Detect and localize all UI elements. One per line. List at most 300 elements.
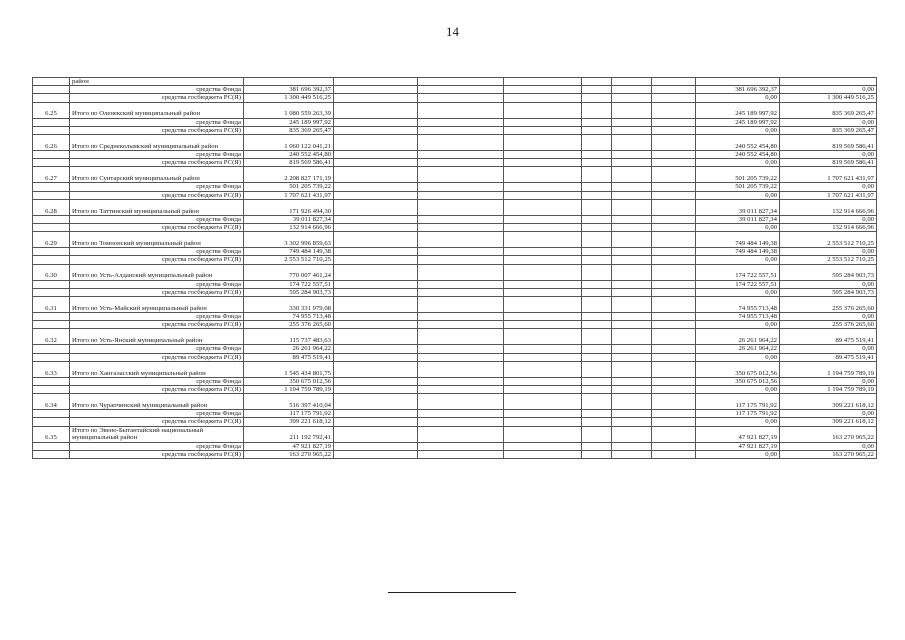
amount-cell-c9: [652, 102, 696, 118]
amount-cell-c11: 0,00: [780, 410, 877, 418]
amount-cell-c7: [582, 232, 612, 248]
row-number-cell: [33, 353, 70, 361]
amount-cell-c6: [504, 361, 582, 377]
amount-cell-c7: [582, 102, 612, 118]
row-number-cell: [33, 418, 70, 426]
amount-cell-c4: [334, 224, 418, 232]
amount-cell-c11: 0,00: [780, 442, 877, 450]
amount-cell-c10: 0,00: [696, 159, 780, 167]
amount-cell-c5: [418, 353, 504, 361]
amount-cell-c5: [418, 248, 504, 256]
amount-cell-c3: 240 552 454,80: [244, 151, 334, 159]
row-number-cell: [33, 450, 70, 458]
amount-cell-c7: [582, 264, 612, 280]
amount-cell-c10: 350 675 012,56: [696, 361, 780, 377]
amount-cell-c4: [334, 313, 418, 321]
row-number-cell: [33, 78, 70, 86]
amount-cell-c3: 770 007 461,24: [244, 264, 334, 280]
amount-cell-c11: 0,00: [780, 215, 877, 223]
amount-cell-c6: [504, 78, 582, 86]
district-name-cell: Итого по Усть-Алданский муниципальный район: [70, 264, 244, 280]
amount-cell-c11: 132 914 666,96: [780, 199, 877, 215]
amount-cell-c3: 501 205 739,22: [244, 183, 334, 191]
district-name-cell: Итого по Сунтарский муниципальный район: [70, 167, 244, 183]
amount-cell-c5: [418, 386, 504, 394]
amount-cell-c9: [652, 353, 696, 361]
amount-cell-c7: [582, 118, 612, 126]
amount-cell-c8: [612, 232, 652, 248]
amount-cell-c10: 39 011 827,34: [696, 199, 780, 215]
funding-source-cell: средства Фонда: [70, 410, 244, 418]
table-row: [33, 386, 877, 394]
amount-cell-c3: 516 397 410,04: [244, 394, 334, 410]
amount-cell-c4: [334, 426, 418, 442]
amount-cell-c10: 240 552 454,80: [696, 135, 780, 151]
table-row: [33, 329, 877, 345]
table-row: [33, 353, 877, 361]
row-number-cell: [33, 321, 70, 329]
page-number: 14: [446, 24, 459, 39]
amount-cell-c5: [418, 297, 504, 313]
amount-cell-c8: [612, 313, 652, 321]
row-number-cell: [33, 215, 70, 223]
amount-cell-c9: [652, 345, 696, 353]
amount-cell-c5: [418, 321, 504, 329]
amount-cell-c11: 89 475 519,41: [780, 329, 877, 345]
amount-cell-c11: 1 707 621 431,97: [780, 191, 877, 199]
amount-cell-c8: [612, 78, 652, 86]
amount-cell-c10: 749 484 149,38: [696, 232, 780, 248]
amount-cell-c6: [504, 377, 582, 385]
row-number-cell: [33, 159, 70, 167]
funding-source-cell: средства госбюджета РС(Я): [70, 126, 244, 134]
amount-cell-c5: [418, 224, 504, 232]
amount-cell-c6: [504, 159, 582, 167]
amount-cell-c3: 2 553 512 710,25: [244, 256, 334, 264]
row-number-cell: [33, 191, 70, 199]
amount-cell-c10: 174 722 557,51: [696, 280, 780, 288]
amount-cell-c6: [504, 345, 582, 353]
table-row: [33, 377, 877, 385]
amount-cell-c8: [612, 321, 652, 329]
amount-cell-c8: [612, 167, 652, 183]
amount-cell-c8: [612, 394, 652, 410]
amount-cell-c5: [418, 288, 504, 296]
table-row: [33, 418, 877, 426]
amount-cell-c7: [582, 78, 612, 86]
amount-cell-c5: [418, 361, 504, 377]
amount-cell-c4: [334, 183, 418, 191]
amount-cell-c4: [334, 159, 418, 167]
amount-cell-c10: 0,00: [696, 353, 780, 361]
amount-cell-c5: [418, 232, 504, 248]
amount-cell-c8: [612, 426, 652, 442]
amount-cell-c4: [334, 191, 418, 199]
budget-table: [32, 77, 877, 459]
amount-cell-c7: [582, 297, 612, 313]
amount-cell-c4: [334, 248, 418, 256]
table-row: [33, 126, 877, 134]
table-row: [33, 167, 877, 183]
amount-cell-c8: [612, 377, 652, 385]
amount-cell-c4: [334, 118, 418, 126]
funding-source-cell: средства Фонда: [70, 442, 244, 450]
district-name-cell: Итого по Томпонский муниципальный район: [70, 232, 244, 248]
amount-cell-c11: [780, 78, 877, 86]
amount-cell-c6: [504, 442, 582, 450]
district-name-cell: Итого по Эвено-Бытантайский национальный муниципальный район: [70, 426, 244, 442]
amount-cell-c3: 255 376 265,60: [244, 321, 334, 329]
table-row: [33, 215, 877, 223]
amount-cell-c6: [504, 426, 582, 442]
amount-cell-c7: [582, 135, 612, 151]
row-number-cell: 6.33: [33, 361, 70, 377]
amount-cell-c5: [418, 118, 504, 126]
amount-cell-c3: 381 696 392,37: [244, 86, 334, 94]
amount-cell-c9: [652, 264, 696, 280]
amount-cell-c9: [652, 151, 696, 159]
amount-cell-c4: [334, 199, 418, 215]
amount-cell-c6: [504, 151, 582, 159]
amount-cell-c6: [504, 394, 582, 410]
district-name-cell: район: [70, 78, 244, 86]
amount-cell-c4: [334, 94, 418, 102]
amount-cell-c7: [582, 418, 612, 426]
row-number-cell: [33, 86, 70, 94]
table-row: [33, 224, 877, 232]
amount-cell-c6: [504, 288, 582, 296]
amount-cell-c10: 39 011 827,34: [696, 215, 780, 223]
amount-cell-c5: [418, 450, 504, 458]
district-name-cell: Итого по Таттинский муниципальный район: [70, 199, 244, 215]
amount-cell-c10: [696, 78, 780, 86]
amount-cell-c5: [418, 329, 504, 345]
row-number-cell: [33, 345, 70, 353]
amount-cell-c5: [418, 151, 504, 159]
table-row: [33, 361, 877, 377]
funding-source-cell: средства госбюджета РС(Я): [70, 386, 244, 394]
row-number-cell: [33, 183, 70, 191]
amount-cell-c4: [334, 232, 418, 248]
funding-source-cell: средства Фонда: [70, 377, 244, 385]
amount-cell-c5: [418, 256, 504, 264]
table-row: [33, 256, 877, 264]
amount-cell-c10: 381 696 392,37: [696, 86, 780, 94]
amount-cell-c9: [652, 159, 696, 167]
table-row: [33, 313, 877, 321]
amount-cell-c8: [612, 159, 652, 167]
amount-cell-c7: [582, 450, 612, 458]
amount-cell-c7: [582, 183, 612, 191]
amount-cell-c8: [612, 297, 652, 313]
amount-cell-c3: 1 060 122 041,21: [244, 135, 334, 151]
amount-cell-c10: 47 921 827,19: [696, 442, 780, 450]
amount-cell-c5: [418, 377, 504, 385]
amount-cell-c5: [418, 86, 504, 94]
amount-cell-c9: [652, 426, 696, 442]
table-row: [33, 135, 877, 151]
amount-cell-c11: 819 569 586,41: [780, 135, 877, 151]
amount-cell-c11: 0,00: [780, 151, 877, 159]
amount-cell-c4: [334, 264, 418, 280]
amount-cell-c8: [612, 329, 652, 345]
amount-cell-c10: 0,00: [696, 386, 780, 394]
amount-cell-c4: [334, 386, 418, 394]
amount-cell-c5: [418, 345, 504, 353]
table-row: [33, 118, 877, 126]
amount-cell-c8: [612, 353, 652, 361]
amount-cell-c11: 819 569 586,41: [780, 159, 877, 167]
amount-cell-c8: [612, 183, 652, 191]
amount-cell-c5: [418, 410, 504, 418]
amount-cell-c3: 1 080 559 263,39: [244, 102, 334, 118]
amount-cell-c4: [334, 78, 418, 86]
footer-divider: [388, 592, 516, 593]
amount-cell-c3: 819 569 586,41: [244, 159, 334, 167]
amount-cell-c5: [418, 313, 504, 321]
table-row: [33, 321, 877, 329]
amount-cell-c7: [582, 86, 612, 94]
amount-cell-c8: [612, 248, 652, 256]
amount-cell-c3: 132 914 666,96: [244, 224, 334, 232]
amount-cell-c4: [334, 450, 418, 458]
amount-cell-c7: [582, 329, 612, 345]
amount-cell-c9: [652, 232, 696, 248]
amount-cell-c10: 350 675 012,56: [696, 377, 780, 385]
amount-cell-c11: 399 221 618,12: [780, 418, 877, 426]
funding-source-cell: средства госбюджета РС(Я): [70, 418, 244, 426]
amount-cell-c10: 26 261 964,22: [696, 329, 780, 345]
amount-cell-c7: [582, 313, 612, 321]
funding-source-cell: средства Фонда: [70, 313, 244, 321]
amount-cell-c7: [582, 345, 612, 353]
amount-cell-c3: 595 284 903,73: [244, 288, 334, 296]
district-name-cell: Итого по Оленекский муниципальный район: [70, 102, 244, 118]
amount-cell-c3: 117 175 791,92: [244, 410, 334, 418]
amount-cell-c5: [418, 418, 504, 426]
amount-cell-c5: [418, 159, 504, 167]
amount-cell-c7: [582, 151, 612, 159]
amount-cell-c10: 501 205 739,22: [696, 167, 780, 183]
funding-source-cell: средства госбюджета РС(Я): [70, 159, 244, 167]
district-name-cell: Итого по Чурапчинский муниципальный район: [70, 394, 244, 410]
amount-cell-c6: [504, 386, 582, 394]
amount-cell-c4: [334, 321, 418, 329]
amount-cell-c11: 89 475 519,41: [780, 353, 877, 361]
amount-cell-c10: 74 955 713,48: [696, 297, 780, 313]
row-number-cell: 6.31: [33, 297, 70, 313]
amount-cell-c7: [582, 224, 612, 232]
amount-cell-c9: [652, 199, 696, 215]
amount-cell-c10: 0,00: [696, 191, 780, 199]
amount-cell-c9: [652, 126, 696, 134]
amount-cell-c11: 163 270 965,22: [780, 426, 877, 442]
amount-cell-c4: [334, 353, 418, 361]
amount-cell-c5: [418, 264, 504, 280]
amount-cell-c9: [652, 224, 696, 232]
amount-cell-c7: [582, 442, 612, 450]
amount-cell-c4: [334, 86, 418, 94]
row-number-cell: [33, 118, 70, 126]
amount-cell-c4: [334, 102, 418, 118]
amount-cell-c6: [504, 126, 582, 134]
amount-cell-c7: [582, 248, 612, 256]
amount-cell-c3: 74 955 713,48: [244, 313, 334, 321]
row-number-cell: [33, 280, 70, 288]
funding-source-cell: средства госбюджета РС(Я): [70, 256, 244, 264]
amount-cell-c3: [244, 78, 334, 86]
amount-cell-c9: [652, 450, 696, 458]
amount-cell-c7: [582, 94, 612, 102]
amount-cell-c10: 74 955 713,48: [696, 313, 780, 321]
amount-cell-c11: 1 194 759 789,19: [780, 386, 877, 394]
funding-source-cell: средства Фонда: [70, 248, 244, 256]
amount-cell-c8: [612, 288, 652, 296]
amount-cell-c8: [612, 215, 652, 223]
amount-cell-c6: [504, 321, 582, 329]
amount-cell-c11: 0,00: [780, 118, 877, 126]
amount-cell-c6: [504, 183, 582, 191]
amount-cell-c3: 47 921 827,19: [244, 442, 334, 450]
amount-cell-c6: [504, 313, 582, 321]
row-number-cell: 6.27: [33, 167, 70, 183]
row-number-cell: [33, 94, 70, 102]
table-body: [33, 78, 877, 459]
row-number-cell: [33, 313, 70, 321]
amount-cell-c10: 0,00: [696, 418, 780, 426]
amount-cell-c3: 3 302 996 859,63: [244, 232, 334, 248]
amount-cell-c9: [652, 248, 696, 256]
amount-cell-c8: [612, 442, 652, 450]
amount-cell-c9: [652, 377, 696, 385]
amount-cell-c5: [418, 442, 504, 450]
amount-cell-c10: 0,00: [696, 450, 780, 458]
table-row: [33, 78, 877, 86]
amount-cell-c5: [418, 280, 504, 288]
amount-cell-c9: [652, 321, 696, 329]
funding-source-cell: средства госбюджета РС(Я): [70, 288, 244, 296]
amount-cell-c9: [652, 410, 696, 418]
district-name-cell: Итого по Усть-Янский муниципальный район: [70, 329, 244, 345]
amount-cell-c6: [504, 199, 582, 215]
funding-source-cell: средства Фонда: [70, 151, 244, 159]
amount-cell-c7: [582, 167, 612, 183]
amount-cell-c9: [652, 86, 696, 94]
amount-cell-c8: [612, 151, 652, 159]
row-number-cell: 6.26: [33, 135, 70, 151]
row-number-cell: [33, 151, 70, 159]
amount-cell-c3: 174 722 557,51: [244, 280, 334, 288]
amount-cell-c10: 174 722 557,51: [696, 264, 780, 280]
table-row: [33, 345, 877, 353]
amount-cell-c8: [612, 256, 652, 264]
amount-cell-c6: [504, 94, 582, 102]
amount-cell-c5: [418, 191, 504, 199]
funding-source-cell: средства Фонда: [70, 118, 244, 126]
amount-cell-c11: 255 376 265,60: [780, 297, 877, 313]
amount-cell-c3: 1 545 434 801,75: [244, 361, 334, 377]
row-number-cell: 6.25: [33, 102, 70, 118]
amount-cell-c8: [612, 386, 652, 394]
amount-cell-c4: [334, 167, 418, 183]
funding-source-cell: средства госбюджета РС(Я): [70, 94, 244, 102]
amount-cell-c9: [652, 329, 696, 345]
amount-cell-c9: [652, 280, 696, 288]
amount-cell-c8: [612, 199, 652, 215]
amount-cell-c5: [418, 94, 504, 102]
funding-source-cell: средства госбюджета РС(Я): [70, 353, 244, 361]
amount-cell-c6: [504, 224, 582, 232]
district-name-cell: Итого по Хангаласский муниципальный район: [70, 361, 244, 377]
amount-cell-c6: [504, 191, 582, 199]
amount-cell-c6: [504, 329, 582, 345]
amount-cell-c10: 501 205 739,22: [696, 183, 780, 191]
amount-cell-c11: 255 376 265,60: [780, 321, 877, 329]
amount-cell-c4: [334, 151, 418, 159]
amount-cell-c8: [612, 135, 652, 151]
amount-cell-c6: [504, 256, 582, 264]
table-row: [33, 442, 877, 450]
row-number-cell: [33, 377, 70, 385]
amount-cell-c9: [652, 191, 696, 199]
amount-cell-c11: 1 194 759 789,19: [780, 361, 877, 377]
amount-cell-c6: [504, 118, 582, 126]
amount-cell-c4: [334, 442, 418, 450]
amount-cell-c3: 1 300 449 516,25: [244, 94, 334, 102]
amount-cell-c6: [504, 102, 582, 118]
amount-cell-c4: [334, 377, 418, 385]
amount-cell-c10: 26 261 964,22: [696, 345, 780, 353]
amount-cell-c9: [652, 394, 696, 410]
funding-source-cell: средства госбюджета РС(Я): [70, 450, 244, 458]
amount-cell-c8: [612, 94, 652, 102]
table-row: [33, 232, 877, 248]
amount-cell-c3: 835 369 265,47: [244, 126, 334, 134]
table-row: [33, 394, 877, 410]
amount-cell-c4: [334, 126, 418, 134]
amount-cell-c9: [652, 78, 696, 86]
amount-cell-c5: [418, 135, 504, 151]
amount-cell-c9: [652, 256, 696, 264]
amount-cell-c11: 163 270 965,22: [780, 450, 877, 458]
amount-cell-c8: [612, 345, 652, 353]
amount-cell-c3: 39 011 827,34: [244, 215, 334, 223]
amount-cell-c10: 0,00: [696, 94, 780, 102]
amount-cell-c7: [582, 280, 612, 288]
amount-cell-c8: [612, 118, 652, 126]
amount-cell-c6: [504, 297, 582, 313]
row-number-cell: [33, 224, 70, 232]
amount-cell-c7: [582, 426, 612, 442]
funding-source-cell: средства госбюджета РС(Я): [70, 224, 244, 232]
amount-cell-c4: [334, 345, 418, 353]
amount-cell-c6: [504, 215, 582, 223]
amount-cell-c4: [334, 394, 418, 410]
amount-cell-c9: [652, 135, 696, 151]
amount-cell-c11: 0,00: [780, 313, 877, 321]
table-row: [33, 102, 877, 118]
amount-cell-c9: [652, 94, 696, 102]
funding-source-cell: средства госбюджета РС(Я): [70, 321, 244, 329]
amount-cell-c11: 1 300 449 516,25: [780, 94, 877, 102]
amount-cell-c11: 595 284 903,73: [780, 264, 877, 280]
row-number-cell: [33, 126, 70, 134]
amount-cell-c10: 0,00: [696, 321, 780, 329]
amount-cell-c7: [582, 394, 612, 410]
amount-cell-c7: [582, 353, 612, 361]
row-number-cell: [33, 248, 70, 256]
amount-cell-c3: 245 189 997,92: [244, 118, 334, 126]
